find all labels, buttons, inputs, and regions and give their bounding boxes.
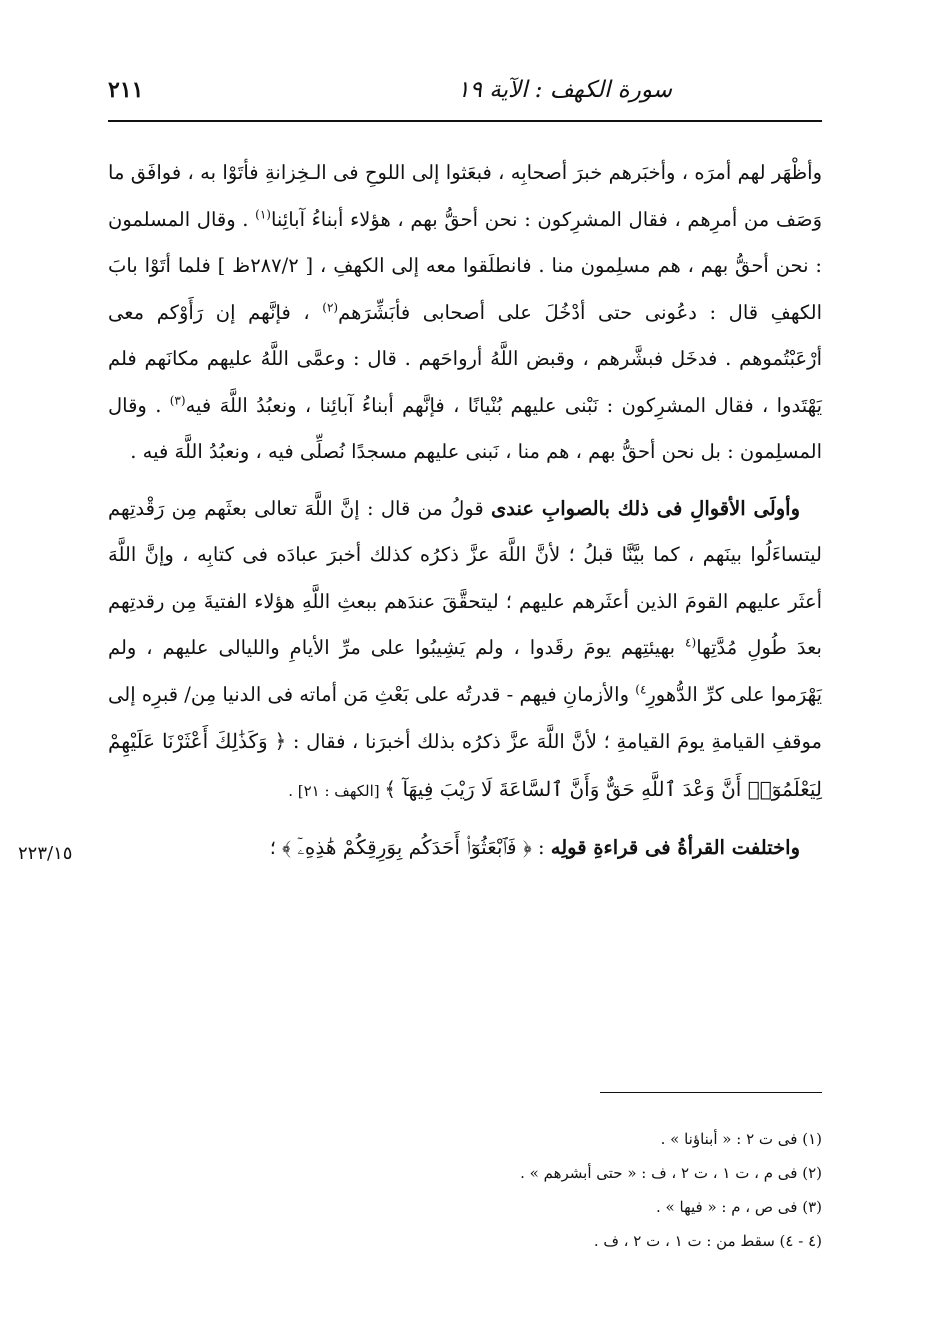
paragraph-3 bbox=[108, 824, 822, 872]
footnote-ref-4-end[interactable]: ٤) bbox=[635, 682, 647, 696]
quran-verse-1: ﴿ وَكَذَٰلِكَ أَعْثَرْنَا عَلَيْهِمْ لِيَعْلَمُوٓا۟ أَنَّ وَعْدَ ٱللَّهِ حَقٌّ وَأَنَّ ٱلسَّاعَةَ لَا رَيْبَ فِيهَآ ﴾ bbox=[108, 729, 822, 801]
main-text bbox=[108, 150, 822, 872]
footnote-1: (١) فى ت ٢ : « أبناؤنا » . bbox=[660, 1130, 822, 1148]
footnote-3: (٣) فى ص ، م : « فيها » . bbox=[656, 1198, 822, 1216]
paragraph-3-end: ؛ bbox=[269, 836, 283, 859]
header-rule bbox=[108, 120, 822, 122]
paragraph-1-part-2: . وقال المسلمون : نحن أحقُّ بهم ، هم مسلِمون منا . فانطلَقوا معه إلى الكهفِ ، [ ٢٨٧/٢ظ ] فلما أتَوْا بابَ الكهفِ قال : دعُونى حتى أدْخُلَ على أصحابى فأبَشِّرَهم bbox=[108, 207, 822, 324]
verse-citation: [الكهف : ٢١] . bbox=[288, 781, 385, 800]
footnote-separator bbox=[600, 1092, 822, 1093]
paragraph-3-lead: واختلفت القرأةُ فى قراءةِ قولِه bbox=[550, 836, 800, 859]
margin-page-reference: ٢٢٣/١٥ bbox=[18, 843, 73, 864]
footnotes bbox=[108, 1122, 822, 1258]
footnote-4: (٤ - ٤) سقط من : ت ١ ، ت ٢ ، ف . bbox=[593, 1232, 822, 1250]
header-title: سورة الكهف : الآية ١٩ bbox=[457, 77, 672, 103]
paragraph-2-part-1: قولُ من قال : إنَّ اللَّهَ تعالى بعثَهم مِن رَقْدتِهم ليتساءَلُوا بينَهم ، كما بيَّنَّا قبلُ ؛ لأنَّ اللَّهَ عزَّ ذكرُه كذلك أخبرَ عبادَه فى كتابِه ، وإنَّ اللَّهَ أعثَر عليهم القومَ الذين أعثَرهم عليهم ؛ ليتحقَّقَ عندَهم ببعثِ اللَّهِ هؤلاء الفتيةَ مِن رقدتِهم بعدَ طُولِ مُدَّتِها bbox=[108, 496, 822, 659]
paragraph-2-part-3: والأزمانِ فيهم - قدرتُه على بَعْثِ مَن أماته فى الدنيا مِن/ قبرِه إلى موقفِ القيامةِ يومَ القيامةِ ؛ لأنَّ اللَّهَ عزَّ ذكرُه بذلك أخبرَنا ، فقال : bbox=[108, 682, 822, 753]
paragraph-1-part-3: ، فإنَّهم إن رَأَوْكم معى أرْعَبْتُموهم . فدخَل فبشَّرهم ، وقبض اللَّهُ أرواحَهم . قال : وعمَّى اللَّهُ عليهم مكانَهم فلم يَهْتَدوا ، فقال المشرِكون : نَبْنى عليهم بُنْيانًا ، فإنَّهم أبناءُ آبائِنا ، ونعبُدُ اللَّهَ فيه bbox=[108, 300, 822, 417]
paragraph-1 bbox=[108, 150, 822, 476]
paragraph-1-part-4: . وقال المسلِمون : بل نحن أحقُّ بهم ، هم منا ، نَبنى عليهم مسجدًا نُصلِّى فيه ، ونعبُدُ اللَّهَ فيه . bbox=[108, 393, 822, 463]
paragraph-2-lead: وأولَى الأقوالِ فى ذلك بالصوابِ عندى bbox=[490, 496, 800, 520]
footnote-ref-1[interactable]: (١) bbox=[255, 207, 271, 221]
paragraph-2 bbox=[108, 486, 822, 815]
footnote-2: (٢) فى م ، ت ١ ، ت ٢ ، ف : « حتى أبشرهم » . bbox=[520, 1164, 822, 1182]
quran-verse-2: ﴿ فَٱبْعَثُوٓا۟ أَحَدَكُم بِوَرِقِكُمْ هَٰذِهِۦٓ ﴾ bbox=[282, 835, 532, 859]
footnote-ref-2[interactable]: (٢) bbox=[322, 300, 339, 314]
footnote-ref-4-start[interactable]: (٤ bbox=[685, 635, 697, 650]
paragraph-3-colon: : bbox=[531, 836, 551, 859]
page-number: ٢١١ bbox=[108, 77, 144, 103]
paragraph-1-part-1: وأظْهَر لهم أمرَه ، وأخبَرهم خبرَ أصحابِه ، فبعَثوا إلى اللوحِ فى الـخِزانةِ فأتَوْا به ، فوافَق ما وَصَف من أمرِهم ، فقال المشرِكون : نحن أحقُّ بهم ، هؤلاء أبناءُ آبائِنا bbox=[108, 161, 823, 231]
paragraph-2-part-2: بهيئتِهم يومَ رقَدوا ، ولم يَشِيبُوا على مرِّ الأيامِ والليالى عليهم ، ولم يَهْرَموا على كرِّ الدُّهورِ bbox=[108, 636, 822, 706]
running-header bbox=[108, 70, 822, 110]
footnote-ref-3[interactable]: (٣) bbox=[169, 393, 186, 407]
